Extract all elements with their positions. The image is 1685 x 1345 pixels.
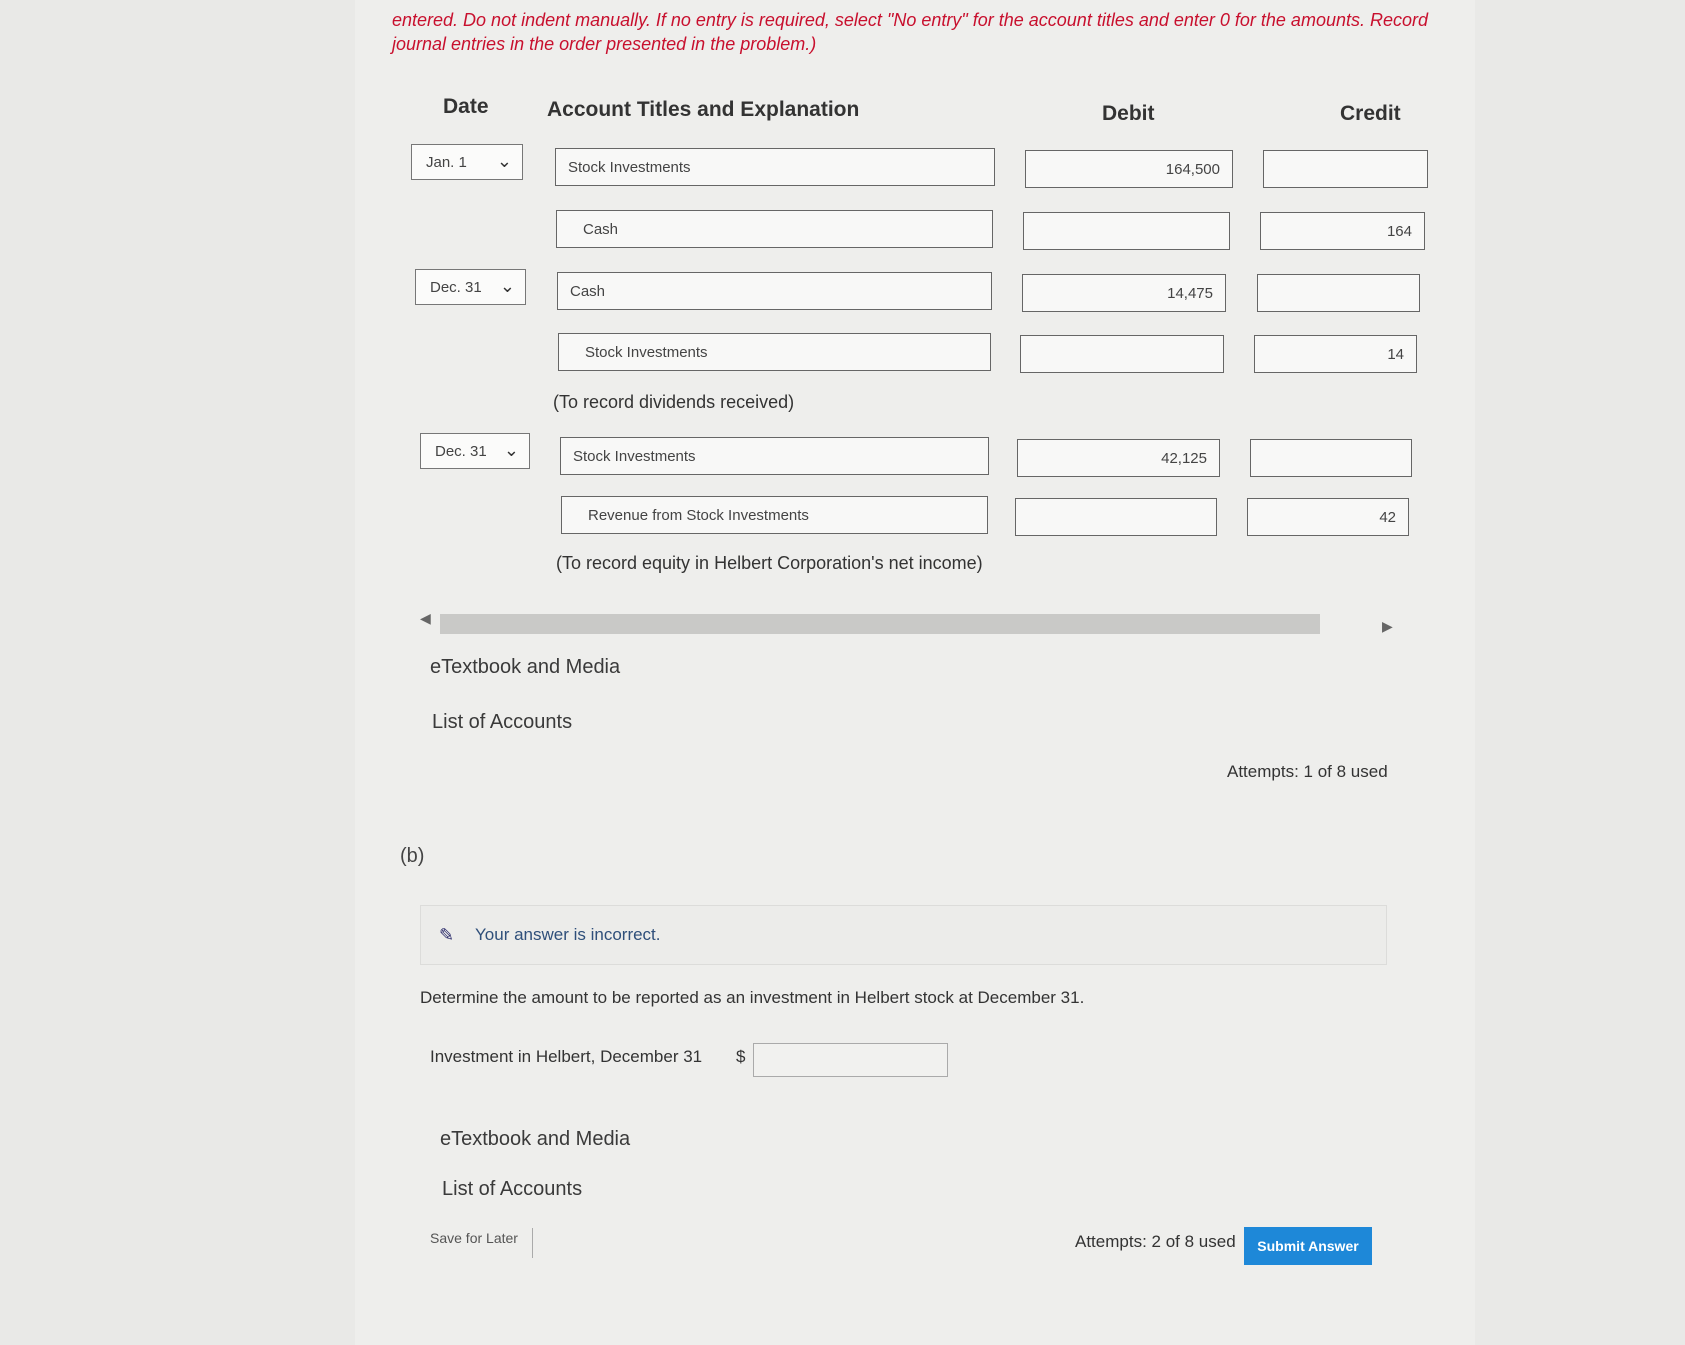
debit-header: Debit <box>1102 102 1155 125</box>
feedback-text: Your answer is incorrect. <box>475 925 661 944</box>
pencil-icon: ✎ <box>439 924 455 945</box>
list-of-accounts-link[interactable]: List of Accounts <box>442 1178 583 1200</box>
debit-field-row5[interactable]: 42,125 <box>1017 439 1220 477</box>
credit-field-row2[interactable]: 164 <box>1260 212 1425 250</box>
horizontal-scrollbar[interactable] <box>440 614 1320 634</box>
debit-field-row2[interactable] <box>1023 212 1230 250</box>
feedback-banner <box>420 905 1387 965</box>
date-select-label: Dec. 31 <box>430 278 482 296</box>
account-field-row4[interactable]: Stock Investments <box>558 333 991 371</box>
investment-input[interactable] <box>753 1043 948 1077</box>
credit-field-row4[interactable]: 14 <box>1254 335 1417 373</box>
date-select-row5[interactable] <box>420 433 530 469</box>
account-field-row2[interactable]: Cash <box>556 210 993 248</box>
submit-answer-button[interactable]: Submit Answer <box>1244 1227 1372 1265</box>
attempts-count: Attempts: 1 of 8 used <box>1227 762 1388 781</box>
credit-field-row1[interactable] <box>1263 150 1428 188</box>
chevron-down-icon: ⌄ <box>499 276 515 296</box>
equity-note: (To record equity in Helbert Corporation's net income) <box>556 553 983 573</box>
credit-field-row6[interactable]: 42 <box>1247 498 1409 536</box>
attempts-count: Attempts: 2 of 8 used <box>1075 1232 1236 1251</box>
list-of-accounts-link[interactable]: List of Accounts <box>432 711 573 733</box>
debit-field-row4[interactable] <box>1020 335 1224 373</box>
credit-header: Credit <box>1340 102 1401 125</box>
credit-field-row3[interactable] <box>1257 274 1420 312</box>
credit-field-row5[interactable] <box>1250 439 1412 477</box>
account-field-row3[interactable]: Cash <box>557 272 992 310</box>
date-select-row3[interactable] <box>415 269 526 305</box>
account-field-row5[interactable]: Stock Investments <box>560 437 989 475</box>
question-text: Determine the amount to be reported as an investment in Helbert stock at December 31. <box>420 988 1085 1007</box>
etextbook-link[interactable]: eTextbook and Media <box>440 1128 631 1150</box>
account-header: Account Titles and Explanation <box>547 98 860 121</box>
scroll-right-icon[interactable]: ▶ <box>1382 618 1393 634</box>
date-select-label: Jan. 1 <box>426 153 467 171</box>
account-field-row1[interactable]: Stock Investments <box>555 148 995 186</box>
date-header: Date <box>443 95 489 118</box>
debit-field-row6[interactable] <box>1015 498 1217 536</box>
date-select-row1[interactable] <box>411 144 523 180</box>
scroll-left-icon[interactable]: ◀ <box>420 610 431 626</box>
save-for-later-button[interactable]: Save for Later <box>430 1228 533 1258</box>
currency-symbol: $ <box>736 1047 746 1066</box>
etextbook-link[interactable]: eTextbook and Media <box>430 656 621 678</box>
date-select-label: Dec. 31 <box>435 442 487 460</box>
dividends-note: (To record dividends received) <box>553 392 795 412</box>
investment-label: Investment in Helbert, December 31 <box>430 1047 703 1066</box>
debit-field-row3[interactable]: 14,475 <box>1022 274 1226 312</box>
debit-field-row1[interactable]: 164,500 <box>1025 150 1233 188</box>
instructions-text: entered. Do not indent manually. If no entry is required, select "No entry" for the account titles and enter 0 for the amounts. Record journal entries in the order presented in the problem.) <box>392 10 1429 54</box>
chevron-down-icon: ⌄ <box>503 440 519 460</box>
account-field-row6[interactable]: Revenue from Stock Investments <box>561 496 988 534</box>
chevron-down-icon: ⌄ <box>496 151 512 171</box>
part-b-label: (b) <box>400 845 425 867</box>
